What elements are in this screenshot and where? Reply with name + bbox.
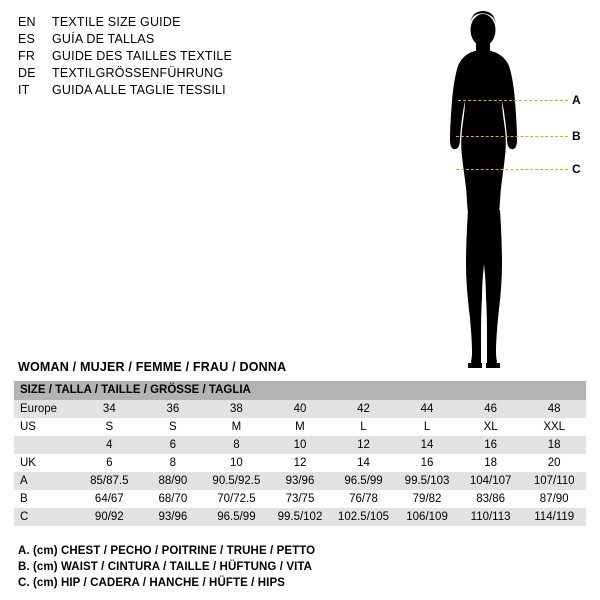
table-row [14,454,586,472]
row-label: UK [14,454,78,472]
cell: 38 [205,400,269,418]
cell: 76/78 [332,490,396,508]
footnote-waist: B. (cm) WAIST / CINTURA / TAILLE / HÜFTUNG / VITA [18,561,313,573]
cell: 6 [78,454,142,472]
cell: 36 [141,400,205,418]
cell: M [268,418,332,436]
measure-label-a: A [572,93,581,107]
cell: 85/87.5 [78,472,142,490]
cell: L [332,418,396,436]
row-label: US [14,418,78,436]
cell: 83/86 [459,490,523,508]
language-text: GUÍA DE TALLAS [52,32,155,46]
cell: 110/113 [459,508,523,526]
row-label: C [14,508,78,526]
language-text: GUIDA ALLE TAGLIE TESSILI [52,83,226,97]
cell: 46 [459,400,523,418]
table-row [14,490,586,508]
cell: 104/107 [459,472,523,490]
table-row [14,436,586,454]
cell: 87/90 [522,490,586,508]
cell: 10 [205,454,269,472]
cell: 96.5/99 [205,508,269,526]
cell: 93/96 [141,508,205,526]
cell: 70/72.5 [205,490,269,508]
cell: 4 [78,436,142,454]
cell: XXL [522,418,586,436]
cell: 10 [268,436,332,454]
language-code: DE [18,66,36,80]
cell: 12 [332,436,396,454]
footnote-list [18,543,578,591]
table-row [14,418,586,436]
cell: 102.5/105 [332,508,396,526]
measure-label-c: C [572,162,581,176]
row-label: Europe [14,400,78,418]
cell: XL [459,418,523,436]
row-label [14,436,78,454]
language-text: TEXTILE SIZE GUIDE [52,15,181,29]
cell: 93/96 [268,472,332,490]
footnote-chest: A. (cm) CHEST / PECHO / POITRINE / TRUHE / PETTO [18,545,316,557]
cell: 12 [268,454,332,472]
language-list [18,14,348,99]
cell: 40 [268,400,332,418]
cell: 16 [459,436,523,454]
body-figure [400,6,600,376]
language-row [18,65,348,82]
language-code: IT [18,83,30,97]
language-code: ES [18,32,36,46]
language-text: TEXTILGRÖSSENFÜHRUNG [52,66,224,80]
cell: 73/75 [268,490,332,508]
language-row [18,48,348,65]
measure-line-hip [456,169,568,170]
language-row [18,82,348,99]
size-table [14,381,586,526]
cell: 114/119 [522,508,586,526]
cell: 99.5/102 [268,508,332,526]
female-silhouette-icon [400,6,600,376]
language-code: EN [18,15,36,29]
cell: 42 [332,400,396,418]
cell: 34 [78,400,142,418]
cell: 79/82 [395,490,459,508]
cell: 96.5/99 [332,472,396,490]
cell: 20 [522,454,586,472]
cell: 18 [459,454,523,472]
measure-label-b: B [572,129,581,143]
cell: 16 [395,454,459,472]
language-row [18,14,348,31]
cell: 18 [522,436,586,454]
table-row [14,508,586,526]
cell: 68/70 [141,490,205,508]
cell: 14 [395,436,459,454]
cell: 90/92 [78,508,142,526]
measure-line-chest [458,100,568,101]
row-label: B [14,490,78,508]
cell: 99.5/103 [395,472,459,490]
table-row [14,400,586,418]
cell: 64/67 [78,490,142,508]
cell: 48 [522,400,586,418]
cell: 8 [141,454,205,472]
cell: S [141,418,205,436]
cell: 6 [141,436,205,454]
language-code: FR [18,49,36,63]
table-header-label: SIZE / TALLA / TAILLE / GRÖSSE / TAGLIA [14,381,586,400]
footnote-hip: C. (cm) HIP / CADERA / HANCHE / HÜFTE / HIPS [18,577,286,589]
cell: M [205,418,269,436]
language-text: GUIDE DES TAILLES TEXTILE [52,49,233,63]
section-title: WOMAN / MUJER / FEMME / FRAU / DONNA [18,360,287,374]
cell: 90.5/92.5 [205,472,269,490]
row-label: A [14,472,78,490]
cell: 44 [395,400,459,418]
language-row [18,31,348,48]
cell: 107/110 [522,472,586,490]
table-row [14,472,586,490]
cell: 8 [205,436,269,454]
cell: S [78,418,142,436]
cell: L [395,418,459,436]
cell: 106/109 [395,508,459,526]
cell: 88/90 [141,472,205,490]
measure-line-waist [456,136,568,137]
cell: 14 [332,454,396,472]
table-header-row [14,381,586,400]
